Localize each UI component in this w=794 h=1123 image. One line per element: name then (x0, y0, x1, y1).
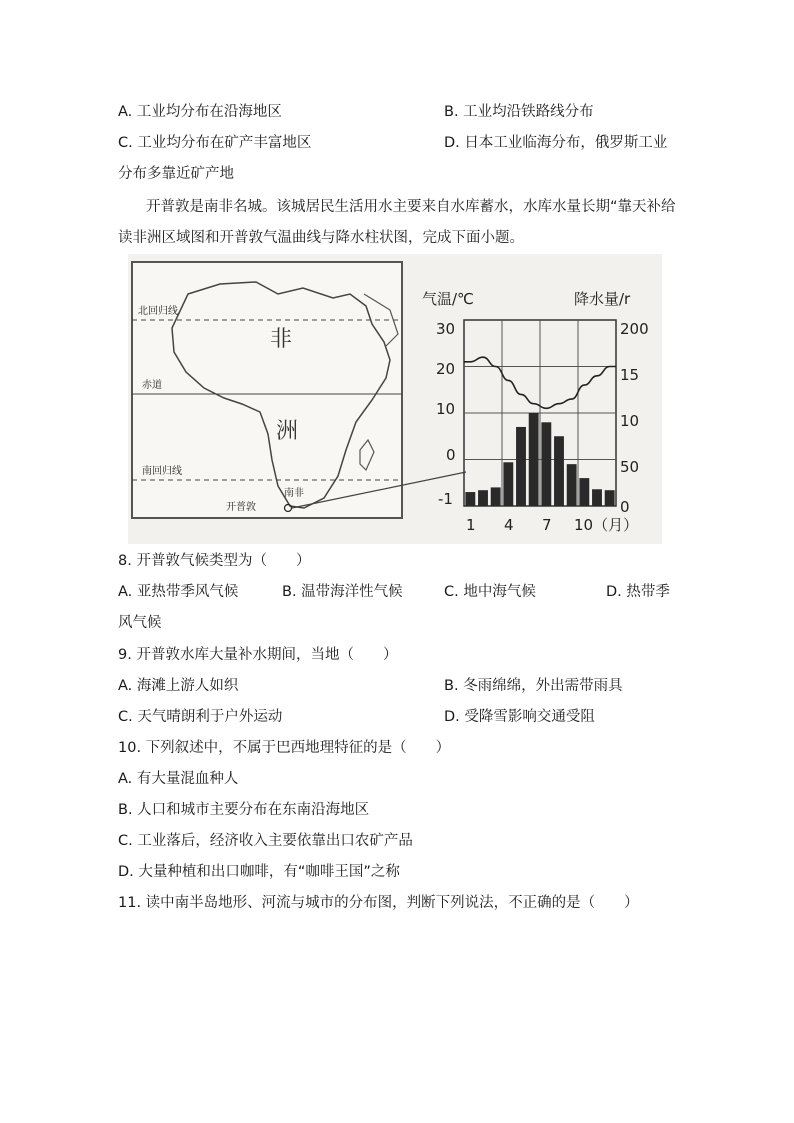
precip-bar-month-7 (541, 422, 551, 506)
q9-option-b: B. 冬雨绵绵，外出需带雨具 (444, 678, 623, 694)
precip-bar-month-5 (516, 427, 526, 506)
x-tick-1: 1 (466, 516, 476, 534)
precip-bar-month-9 (567, 464, 577, 506)
q10-option-d: D. 大量种植和出口咖啡，有“咖啡王国”之称 (118, 864, 400, 880)
precip-tick-200: 200 (620, 320, 649, 338)
precip-bar-month-2 (478, 490, 488, 506)
intro-line-2: 读非洲区域图和开普敦气温曲线与降水柱状图，完成下面小题。 (118, 230, 524, 246)
temp-tick-neg: -1 (438, 490, 453, 508)
precip-tick-0: 0 (620, 498, 630, 516)
tropic-north-label: 北回归线 (138, 306, 178, 317)
q7-option-a: A. 工业均分布在沿海地区 (118, 104, 282, 120)
equator-label: 赤道 (142, 380, 162, 391)
tropic-south-label: 南回归线 (142, 466, 182, 477)
temp-tick-30: 30 (436, 320, 456, 338)
q7-option-b: B. 工业均沿铁路线分布 (444, 104, 594, 120)
precip-tick-100: 10 (620, 412, 640, 430)
cape-town-label: 开普敦 (226, 502, 256, 513)
precip-bar-month-3 (491, 487, 501, 506)
precip-bar-month-6 (529, 413, 539, 506)
x-tick-4: 4 (504, 516, 514, 534)
q11-stem: 11. 读中南半岛地形、河流与城市的分布图，判断下列说法，不正确的是（ ） (118, 895, 639, 911)
q8-stem: 8. 开普敦气候类型为（ ） (118, 553, 311, 569)
precip-bar-month-1 (465, 492, 475, 506)
x-tick-10: 10（月） (574, 516, 639, 534)
precip-bar-month-8 (554, 436, 564, 506)
temp-axis-label: 气温/℃ (422, 290, 474, 308)
continent-char-2: 洲 (276, 419, 299, 444)
q8-option-d: D. 热带季 (606, 584, 670, 600)
intro-line-1: 开普敦是南非名城。该城居民生活用水主要来自水库蓄水，水库水量长期“靠天补给 (146, 199, 676, 215)
temp-tick-0: 0 (446, 446, 456, 464)
q7-option-c: C. 工业均分布在矿产丰富地区 (118, 135, 312, 151)
q10-stem: 10. 下列叙述中，不属于巴西地理特征的是（ ） (118, 740, 451, 756)
precip-bar-month-11 (592, 489, 602, 506)
figure-africa-climate (128, 254, 662, 544)
precip-axis-label: 降水量/r (574, 290, 631, 308)
q10-option-b: B. 人口和城市主要分布在东南沿海地区 (118, 802, 370, 818)
continent-char-1: 非 (270, 327, 293, 352)
temp-tick-10: 10 (436, 400, 456, 418)
q9-stem: 9. 开普敦水库大量补水期间，当地（ ） (118, 647, 398, 663)
precip-bar-month-10 (579, 478, 589, 506)
q7-option-d-continued: 分布多靠近矿产地 (118, 166, 234, 182)
q7-option-d: D. 日本工业临海分布，俄罗斯工业 (444, 135, 668, 151)
q8-option-a: A. 亚热带季风气候 (118, 584, 239, 600)
south-africa-label: 南非 (284, 488, 304, 499)
precip-bar-month-4 (503, 462, 513, 506)
precip-bar-month-12 (605, 490, 615, 506)
q8-option-c: C. 地中海气候 (444, 584, 536, 600)
q9-option-d: D. 受降雪影响交通受阻 (444, 709, 595, 725)
temp-tick-20: 20 (436, 360, 456, 378)
precip-tick-150: 15 (620, 366, 640, 384)
q9-option-a: A. 海滩上游人如织 (118, 678, 239, 694)
q9-option-c: C. 天气晴朗利于户外运动 (118, 709, 283, 725)
q10-option-a: A. 有大量混血种人 (118, 771, 239, 787)
precip-tick-50: 50 (620, 458, 640, 476)
x-tick-7: 7 (542, 516, 552, 534)
q8-option-d-continued: 风气候 (118, 615, 162, 631)
q8-option-b: B. 温带海洋性气候 (282, 584, 403, 600)
q10-option-c: C. 工业落后，经济收入主要依靠出口农矿产品 (118, 833, 413, 849)
